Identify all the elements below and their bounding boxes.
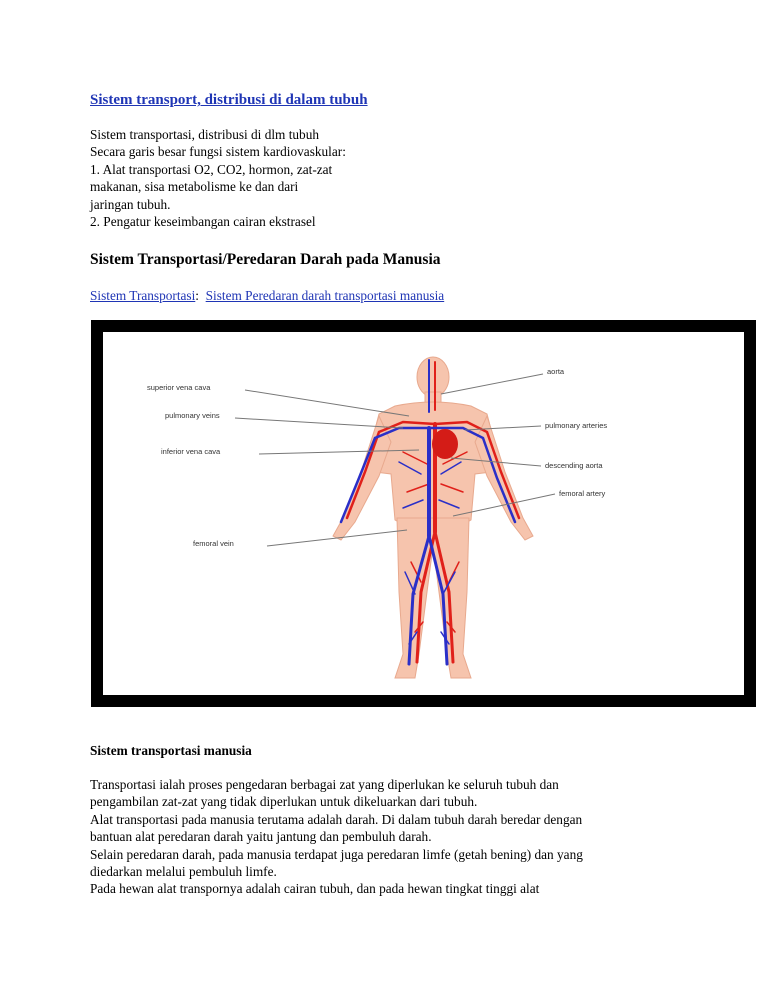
text-line: Sistem transportasi, distribusi di dlm tubuh [90,127,320,142]
breadcrumb-separator: : [195,288,199,303]
text-line: diedarkan melalui pembuluh limfe. [90,864,277,880]
label-superior-vena-cava: superior vena cava [147,383,211,392]
label-pulmonary-veins: pulmonary veins [165,411,220,420]
text-line: pengambilan zat-zat yang tidak diperlukan untuk dikeluarkan dari tubuh. [90,794,478,810]
text-line: Selain peredaran darah, pada manusia terdapat juga peredaran limfe (getah bening) dan yang [90,846,583,862]
vein-network [341,360,515,664]
label-descending-aorta: descending aorta [545,461,603,470]
text-line: 2. Pengatur keseimbangan cairan ekstrasel [90,214,316,230]
label-pulmonary-arteries: pulmonary arteries [545,421,608,430]
label-aorta: aorta [547,367,565,376]
figure-canvas [103,332,744,695]
body-paragraph [90,776,583,898]
intro-paragraph [90,126,346,230]
text-line: bantuan alat peredaran darah yaitu jantung dan pembuluh darah. [90,829,432,845]
breadcrumb-link-transport[interactable]: Sistem Transportasi [90,288,196,303]
circulatory-figure [91,320,756,707]
text-line: Pada hewan alat transpornya adalah cairan tubuh, dan pada hewan tingkat tinggi alat [90,881,540,897]
breadcrumb [90,288,444,304]
breadcrumb-link-circulatory[interactable]: Sistem Peredaran darah transportasi manusia [205,288,445,303]
text-line: Transportasi ialah proses pengedaran berbagai zat yang diperlukan ke seluruh tubuh dan [90,777,559,792]
section-heading: Sistem Transportasi/Peredaran Darah pada Manusia [90,251,441,268]
heart-shape [432,429,458,459]
label-femoral-vein: femoral vein [193,539,234,548]
label-inferior-vena-cava: inferior vena cava [161,447,221,456]
article-title-link[interactable]: Sistem transport, distribusi di dalam tubuh [90,92,368,108]
text-line: makanan, sisa metabolisme ke dan dari [90,179,299,195]
text-line: jaringan tubuh. [90,196,171,212]
text-line: Alat transportasi pada manusia terutama adalah darah. Di dalam tubuh darah beredar dengan [90,811,583,827]
label-femoral-artery: femoral artery [559,489,606,498]
text-line: 1. Alat transportasi O2, CO2, hormon, zat-zat [90,161,333,177]
circulatory-system-diagram [103,332,744,695]
subsection-heading: Sistem transportasi manusia [90,743,252,758]
text-line: Secara garis besar fungsi sistem kardiovaskular: [90,144,346,160]
